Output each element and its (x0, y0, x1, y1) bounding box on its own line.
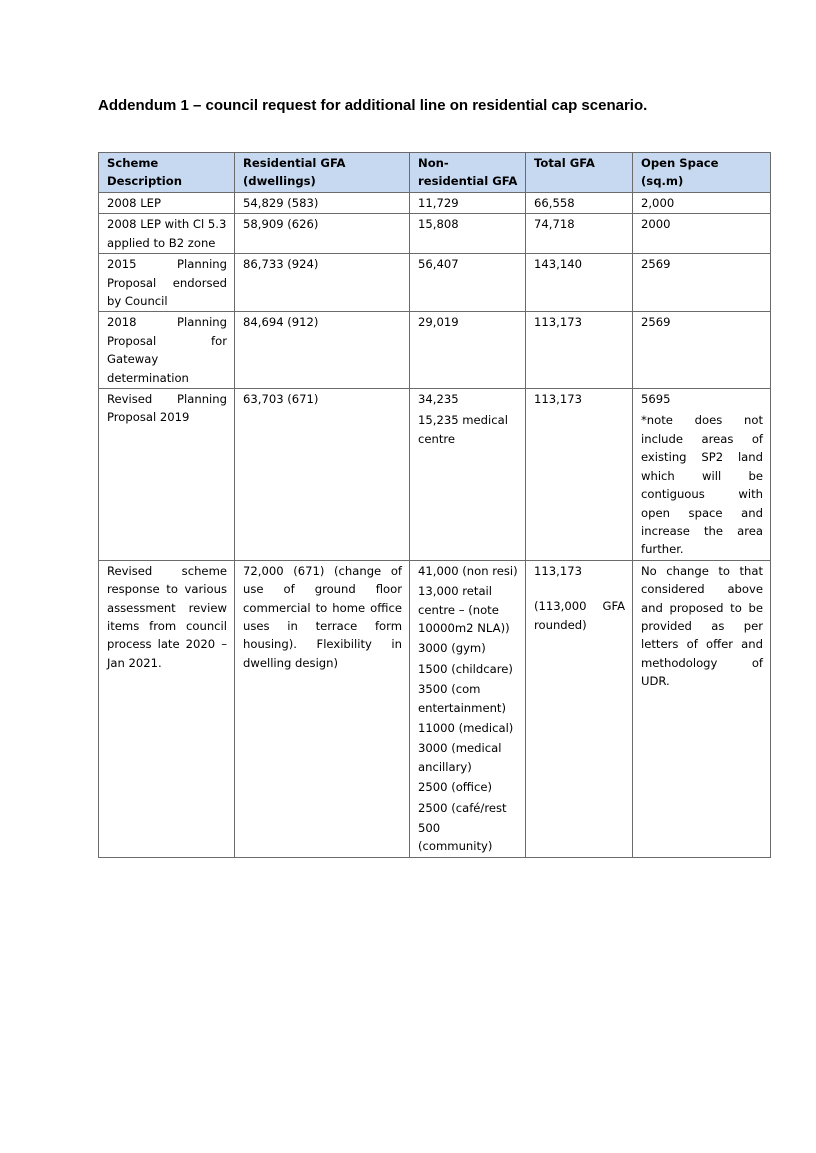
cell-non-residential: 11,729 (410, 193, 526, 214)
non-residential-item: 2500 (office) (418, 780, 493, 795)
cell-total: 66,558 (526, 193, 633, 214)
cell-total: 113,173 (526, 389, 633, 561)
total-rounded-note: (113,000 GFA rounded) (534, 599, 625, 632)
non-residential-item: 13,000 retail centre – (note 10000m2 NLA)) (418, 584, 510, 635)
cell-open-space: 2569 (633, 312, 771, 389)
header-total-gfa: Total GFA (526, 153, 633, 193)
cell-open-space: 2569 (633, 254, 771, 312)
cell-scheme: 2008 LEP (99, 193, 235, 214)
non-residential-medical: 15,235 medical centre (418, 413, 508, 446)
header-scheme-description: Scheme Description (99, 153, 235, 193)
cell-residential: 84,694 (912) (235, 312, 410, 389)
non-residential-item: 3000 (medical ancillary) (418, 741, 502, 774)
cell-residential: 86,733 (924) (235, 254, 410, 312)
cell-non-residential (410, 560, 526, 857)
cell-total: 74,718 (526, 214, 633, 254)
cell-residential: 58,909 (626) (235, 214, 410, 254)
scheme-gfa-table (98, 152, 771, 858)
non-residential-item: 41,000 (non resi) (418, 563, 518, 578)
table-row (99, 193, 771, 214)
cell-scheme: 2008 LEP with Cl 5.3 applied to B2 zone (99, 214, 235, 254)
table-row (99, 560, 771, 857)
non-residential-item: 1500 (childcare) (418, 661, 513, 676)
non-residential-total: 34,235 (418, 392, 459, 407)
cell-open-space (633, 389, 771, 561)
table-row (99, 389, 771, 561)
cell-residential: 72,000 (671) (change of use of ground floor commercial to home office uses in terrace form housing). Flexibility in dwelling design) (235, 560, 410, 857)
cell-total: 113,173 (526, 312, 633, 389)
cell-scheme: Revised Planning Proposal 2019 (99, 389, 235, 561)
total-value: 113,173 (534, 563, 582, 578)
cell-scheme: Revised scheme response to various assessment review items from council process late 2020 – Jan 2021. (99, 560, 235, 857)
cell-open-space: 2000 (633, 214, 771, 254)
cell-residential: 63,703 (671) (235, 389, 410, 561)
table-row (99, 254, 771, 312)
non-residential-item: 11000 (medical) (418, 720, 514, 735)
header-non-residential-gfa: Non-residential GFA (410, 153, 526, 193)
non-residential-item: 3000 (gym) (418, 641, 486, 656)
cell-total: 143,140 (526, 254, 633, 312)
cell-non-residential (410, 389, 526, 561)
table-row (99, 214, 771, 254)
cell-residential: 54,829 (583) (235, 193, 410, 214)
cell-non-residential: 29,019 (410, 312, 526, 389)
addendum-heading: Addendum 1 – council request for additional line on residential cap scenario. (98, 97, 648, 114)
non-residential-item: 3500 (com entertainment) (418, 682, 506, 715)
cell-open-space: 2,000 (633, 193, 771, 214)
non-residential-item: 500 (community) (418, 821, 493, 854)
cell-non-residential: 56,407 (410, 254, 526, 312)
table-row (99, 312, 771, 389)
cell-total (526, 560, 633, 857)
cell-scheme: 2015 Planning Proposal endorsed by Council (99, 254, 235, 312)
non-residential-item: 2500 (café/rest (418, 800, 507, 815)
cell-non-residential: 15,808 (410, 214, 526, 254)
open-space-note: *note does not include areas of existing SP2 land which will be contiguous with open space and increase the area further. (641, 413, 763, 557)
header-residential-gfa: Residential GFA (dwellings) (235, 153, 410, 193)
header-open-space: Open Space (sq.m) (633, 153, 771, 193)
table-header-row (99, 153, 771, 193)
open-space-value: 5695 (641, 392, 671, 407)
cell-open-space: No change to that considered above and proposed to be provided as per letters of offer and methodology of UDR. (633, 560, 771, 857)
cell-scheme: 2018 Planning Proposal for Gateway determination (99, 312, 235, 389)
